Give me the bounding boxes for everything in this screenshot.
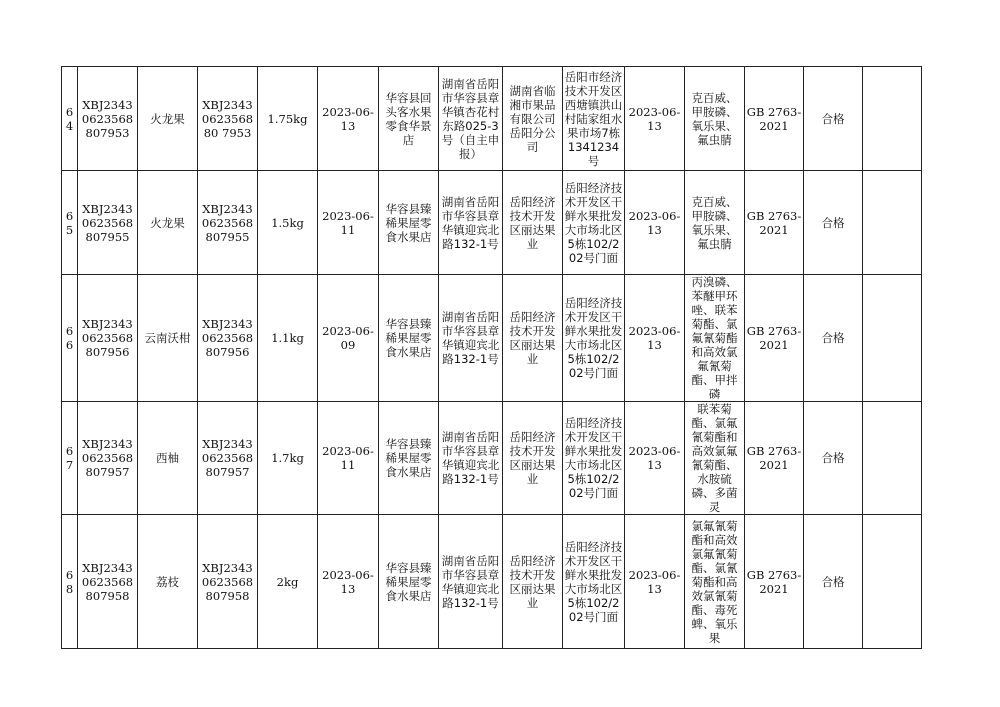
row-number: 67	[62, 402, 78, 515]
task-id: XBJ23430623568807957	[198, 402, 258, 515]
inspection-date: 2023-06-13	[625, 515, 685, 649]
remarks-cell	[863, 402, 922, 515]
producer-address: 岳阳经济技术开发区干鲜水果批发大市场北区5栋102/202号门面	[563, 402, 625, 515]
row-number: 65	[62, 171, 78, 275]
producer-address: 岳阳经济技术开发区干鲜水果批发大市场北区5栋102/202号门面	[563, 171, 625, 275]
specification: 1.7kg	[258, 402, 318, 515]
specification: 1.75kg	[258, 67, 318, 171]
production-date: 2023-06-09	[318, 275, 379, 402]
row-number: 66	[62, 275, 78, 402]
sample-id: XBJ23430623568807955	[78, 171, 138, 275]
remarks-cell	[863, 515, 922, 649]
remarks-cell	[863, 275, 922, 402]
standard: GB 2763-2021	[745, 515, 804, 649]
inspection-date: 2023-06-13	[625, 275, 685, 402]
sampled-shop-address: 湖南省岳阳市华容县章华镇迎宾北路132-1号	[439, 171, 503, 275]
result: 合格	[804, 515, 863, 649]
result: 合格	[804, 67, 863, 171]
production-date: 2023-06-13	[318, 515, 379, 649]
result: 合格	[804, 171, 863, 275]
production-date: 2023-06-11	[318, 171, 379, 275]
standard: GB 2763-2021	[745, 402, 804, 515]
producer-name: 岳阳经济技术开发区丽达果业	[503, 275, 563, 402]
sample-id: XBJ23430623568807957	[78, 402, 138, 515]
sampled-shop: 华容县臻稀果屋零食水果店	[379, 402, 439, 515]
task-id: XBJ23430623568807956	[198, 275, 258, 402]
food-name: 火龙果	[138, 67, 198, 171]
standard: GB 2763-2021	[745, 67, 804, 171]
task-id: XBJ2343062356880 7953	[198, 67, 258, 171]
inspection-date: 2023-06-13	[625, 171, 685, 275]
producer-name: 岳阳经济技术开发区丽达果业	[503, 515, 563, 649]
task-id: XBJ23430623568807958	[198, 515, 258, 649]
test-items: 联苯菊酯、氯氟氰菊酯和高效氯氟氰菊酯、水胺硫磷、多菌灵	[685, 402, 745, 515]
food-name: 西柚	[138, 402, 198, 515]
inspection-results-table	[61, 66, 922, 649]
test-items: 克百威、甲胺磷、氧乐果、氟虫腈	[685, 171, 745, 275]
result: 合格	[804, 402, 863, 515]
table-row	[62, 515, 922, 649]
standard: GB 2763-2021	[745, 171, 804, 275]
specification: 1.5kg	[258, 171, 318, 275]
inspection-date: 2023-06-13	[625, 67, 685, 171]
standard: GB 2763-2021	[745, 275, 804, 402]
row-number: 68	[62, 515, 78, 649]
producer-address: 岳阳经济技术开发区干鲜水果批发大市场北区5栋102/202号门面	[563, 515, 625, 649]
producer-address: 岳阳市经济技术开发区西塘镇洪山村陆家组水果市场7栋1341234号	[563, 67, 625, 171]
table-row	[62, 171, 922, 275]
food-name: 荔枝	[138, 515, 198, 649]
sample-id: XBJ23430623568807953	[78, 67, 138, 171]
result: 合格	[804, 275, 863, 402]
table-row	[62, 402, 922, 515]
sample-id: XBJ23430623568807956	[78, 275, 138, 402]
test-items: 氯氟氰菊酯和高效氯氟氰菊酯、氯氰菊酯和高效氯氰菊酯、毒死蜱、氧乐果	[685, 515, 745, 649]
sampled-shop: 华容县臻稀果屋零食水果店	[379, 171, 439, 275]
sampled-shop-address: 湖南省岳阳市华容县章华镇迎宾北路132-1号	[439, 402, 503, 515]
sampled-shop-address: 湖南省岳阳市华容县章华镇杏花村东路025-3号（自主申报）	[439, 67, 503, 171]
production-date: 2023-06-11	[318, 402, 379, 515]
sample-id: XBJ23430623568807958	[78, 515, 138, 649]
row-number: 64	[62, 67, 78, 171]
sampled-shop: 华容县回头客水果零食华景店	[379, 67, 439, 171]
producer-name: 岳阳经济技术开发区丽达果业	[503, 402, 563, 515]
table-row	[62, 67, 922, 171]
task-id: XBJ23430623568807955	[198, 171, 258, 275]
food-name: 云南沃柑	[138, 275, 198, 402]
inspection-date: 2023-06-13	[625, 402, 685, 515]
test-items: 丙溴磷、苯醚甲环唑、联苯菊酯、氯氟氰菊酯和高效氯氟氰菊酯、甲拌磷	[685, 275, 745, 402]
table-row	[62, 275, 922, 402]
production-date: 2023-06-13	[318, 67, 379, 171]
producer-name: 湖南省临湘市果品有限公司岳阳分公司	[503, 67, 563, 171]
specification: 1.1kg	[258, 275, 318, 402]
sampled-shop-address: 湖南省岳阳市华容县章华镇迎宾北路132-1号	[439, 515, 503, 649]
sampled-shop: 华容县臻稀果屋零食水果店	[379, 515, 439, 649]
specification: 2kg	[258, 515, 318, 649]
sampled-shop-address: 湖南省岳阳市华容县章华镇迎宾北路132-1号	[439, 275, 503, 402]
remarks-cell	[863, 171, 922, 275]
producer-name: 岳阳经济技术开发区丽达果业	[503, 171, 563, 275]
food-name: 火龙果	[138, 171, 198, 275]
sampled-shop: 华容县臻稀果屋零食水果店	[379, 275, 439, 402]
test-items: 克百威、甲胺磷、氧乐果、氟虫腈	[685, 67, 745, 171]
remarks-cell	[863, 67, 922, 171]
producer-address: 岳阳经济技术开发区干鲜水果批发大市场北区5栋102/202号门面	[563, 275, 625, 402]
